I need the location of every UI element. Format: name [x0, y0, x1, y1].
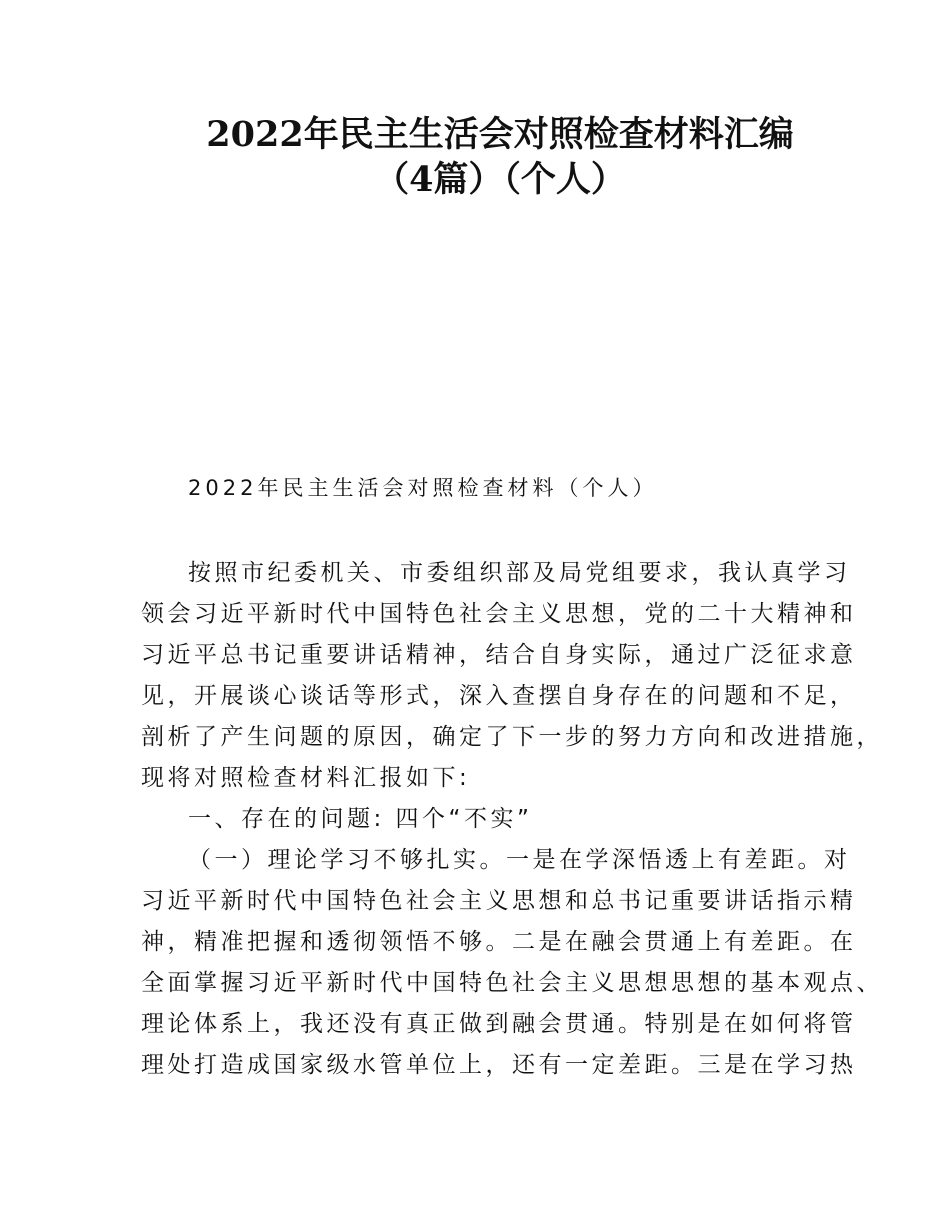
body-line: 现将对照检查材料汇报如下: — [141, 765, 471, 791]
body-line: 理处打造成国家级水管单位上，还有一定差距。三是在学习热 — [141, 1052, 857, 1078]
body-line: 见，开展谈心谈话等形式，深入查摆自身存在的问题和不足， — [141, 683, 857, 709]
document-title-line-1: 2022年民主生活会对照检查材料汇编 — [206, 114, 794, 155]
body-line: 按照市纪委机关、市委组织部及局党组要求，我认真学习 — [188, 560, 851, 586]
body-line: 习近平总书记重要讲话精神，结合自身实际，通过广泛征求意 — [141, 642, 857, 668]
body-line: 领会习近平新时代中国特色社会主义思想，党的二十大精神和 — [141, 601, 857, 627]
body-line: （一）理论学习不够扎实。一是在学深悟透上有差距。对 — [188, 847, 851, 873]
section-heading: 一、存在的问题: 四个“不实” — [188, 806, 533, 832]
body-line: 剖析了产生问题的原因，确定了下一步的努力方向和改进措施， — [141, 724, 883, 750]
body-line: 理论体系上，我还没有真正做到融会贯通。特别是在如何将管 — [141, 1011, 857, 1037]
body-text — [141, 553, 883, 1086]
body-line: 习近平新时代中国特色社会主义思想和总书记重要讲话指示精 — [141, 888, 857, 914]
section-subheading: 2022年民主生活会对照检查材料（个人） — [188, 476, 658, 500]
body-line: 神，精准把握和透彻领悟不够。二是在融会贯通上有差距。在 — [141, 929, 857, 955]
body-line: 全面掌握习近平新时代中国特色社会主义思想思想的基本观点、 — [141, 970, 883, 996]
document-title-line-2: （4篇）（个人） — [374, 159, 626, 200]
